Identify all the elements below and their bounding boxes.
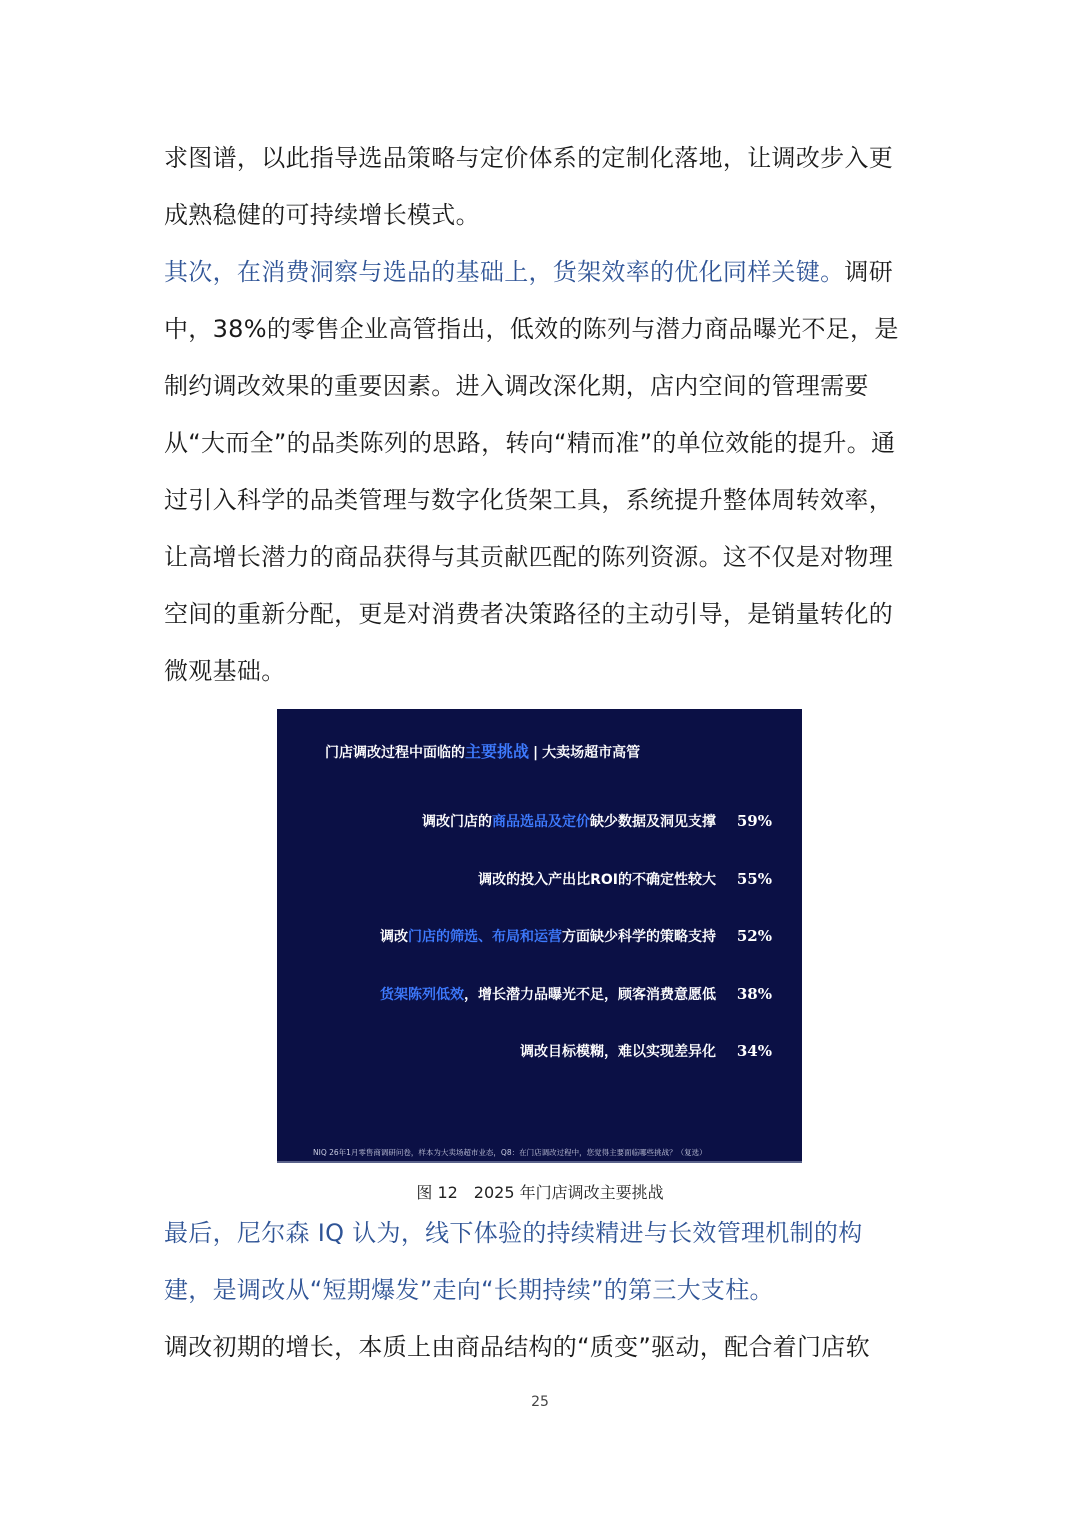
figure-source-note: NIQ 26年1月零售商调研问卷，样本为大卖场超市业态，Q8：在门店调改过程中，您觉得主要面临哪些挑战？（复选） bbox=[313, 1148, 707, 1157]
challenge-label bbox=[422, 811, 716, 831]
challenge-label-text: 调改门店的 bbox=[422, 814, 492, 830]
challenge-percentage: 38% bbox=[736, 985, 772, 1003]
challenge-label bbox=[380, 926, 716, 946]
body-text: 调研中，38%的零售企业高管指出，低效的陈列与潜力商品曝光不足，是制约调改效果的重要因素。进入调改深化期，店内空间的管理需要从“大而全”的品类陈列的思路，转向“精而准”的单位效能的提升。通过引入科学的品类管理与数字化货架工具，系统提升整体周转效率，让高增长潜力的商品获得与其贡献匹配的陈列资源。这不仅是对物理空间的重新分配，更是对消费者决策路径的主动引导，是销量转化的微观基础。 bbox=[164, 258, 899, 685]
challenge-row bbox=[422, 809, 772, 833]
challenge-row bbox=[478, 867, 772, 891]
body-text: 求图谱，以此指导选品策略与定价体系的定制化落地，让调改步入更成熟稳健的可持续增长模式。 bbox=[164, 144, 893, 229]
challenge-row bbox=[380, 924, 772, 948]
figure-title bbox=[325, 739, 640, 762]
paragraph bbox=[164, 1205, 904, 1319]
challenge-percentage: 34% bbox=[736, 1042, 772, 1060]
figure-title-suffix: 大卖场超市高管 bbox=[542, 745, 641, 761]
challenge-label bbox=[380, 984, 716, 1004]
challenges-figure bbox=[277, 709, 802, 1163]
challenge-percentage: 52% bbox=[736, 927, 772, 945]
challenge-label-text: 调改目标模糊，难以实现差异化 bbox=[520, 1044, 716, 1060]
figure-caption: 图 12 2025 年门店调改主要挑战 bbox=[416, 1183, 664, 1202]
highlighted-text: 其次，在消费洞察与选品的基础上，货架效率的优化同样关键。 bbox=[164, 258, 845, 286]
body-text: 调改初期的增长，本质上由商品结构的“质变”驱动，配合着门店软 bbox=[164, 1333, 870, 1361]
challenge-percentage: 59% bbox=[736, 812, 772, 830]
challenge-label-accent: 门店的筛选、布局和运营 bbox=[408, 929, 562, 945]
paragraph-block-bottom bbox=[164, 1205, 904, 1376]
highlighted-text: 最后，尼尔森 IQ 认为，线下体验的持续精进与长效管理机制的构建，是调改从“短期爆发”走向“长期持续”的第三大支柱。 bbox=[164, 1219, 863, 1304]
challenge-label-accent: 货架陈列低效 bbox=[380, 987, 464, 1003]
challenge-label bbox=[478, 869, 716, 889]
challenge-percentage: 55% bbox=[736, 870, 772, 888]
page-number: 25 bbox=[531, 1394, 549, 1410]
challenge-label-text: 方面缺少科学的策略支持 bbox=[562, 929, 716, 945]
challenge-label-text: 缺少数据及洞见支撑 bbox=[590, 814, 716, 830]
challenge-label-text: 调改 bbox=[380, 929, 408, 945]
figure-title-separator: | bbox=[533, 745, 539, 761]
challenge-label-text: ，增长潜力品曝光不足，顾客消费意愿低 bbox=[464, 987, 716, 1003]
figure-title-accent: 主要挑战 bbox=[465, 742, 530, 761]
paragraph-block-top bbox=[164, 130, 904, 700]
figure-title-prefix: 门店调改过程中面临的 bbox=[325, 745, 465, 761]
paragraph bbox=[164, 130, 904, 244]
challenge-label-accent: 商品选品及定价 bbox=[492, 814, 590, 830]
challenge-row bbox=[380, 982, 772, 1006]
challenge-label bbox=[520, 1041, 716, 1061]
paragraph bbox=[164, 1319, 904, 1376]
challenge-row bbox=[520, 1039, 772, 1063]
challenge-label-text: 调改的投入产出比ROI的不确定性较大 bbox=[478, 872, 716, 888]
paragraph bbox=[164, 244, 904, 700]
